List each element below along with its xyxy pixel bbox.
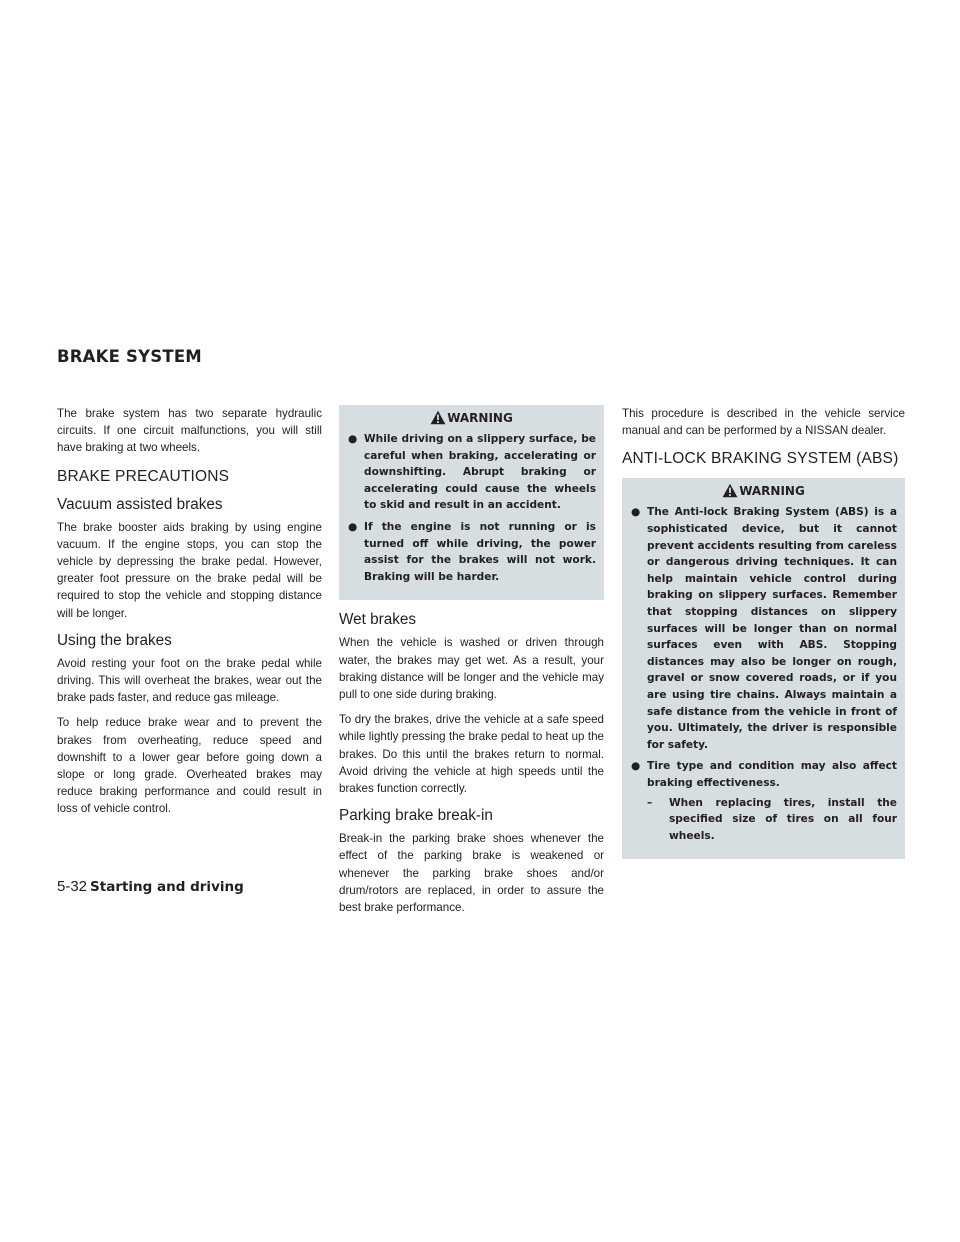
bullet-icon: ● (348, 520, 358, 533)
dash-icon: – (647, 796, 653, 809)
warning-item-text: Tire type and condition may also affect braking effectiveness. (647, 760, 897, 789)
column-1 (57, 405, 322, 826)
page-footer (57, 878, 244, 895)
heading-brake-precautions: BRAKE PRECAUTIONS (57, 467, 230, 485)
heading-using-the-brakes: Using the brakes (57, 631, 172, 649)
heading-parking-brake-break-in: Parking brake break-in (339, 807, 493, 825)
warning-title-text: WARNING (447, 411, 513, 425)
service-paragraph: This procedure is described in the vehicle service manual and can be performed by a NISSAN dealer. (622, 407, 905, 438)
warning-item-text: While driving on a slippery surface, be careful when braking, accelerating or downshifting. Abrupt braking or accelerating could cause the wheels to skid and result in an accident. (364, 433, 596, 512)
chapter-title: Starting and driving (90, 879, 244, 895)
warning-title (630, 478, 897, 504)
warning-item-text: If the engine is not running or is turned off while driving, the power assist for the brakes will not work. Braking will be harder. (364, 520, 596, 583)
parking-paragraph: Break-in the parking brake shoes whenever the effect of the parking brake is weakened or whenever the parking brake shoes and/or drum/rotors are replaced, in order to assure the best brake performance. (339, 832, 604, 914)
bullet-icon: ● (631, 506, 641, 519)
column-2 (339, 405, 604, 924)
bullet-icon: ● (348, 433, 358, 445)
wet-paragraph-2: To dry the brakes, drive the vehicle at a safe speed while lightly pressing the brake pedal to heat up the brakes. Do this until the brakes return to normal. Avoid driving the vehicle at high speeds until the brakes function correctly. (339, 713, 604, 795)
vacuum-paragraph: The brake booster aids braking by using engine vacuum. If the engine stops, you can stop the vehicle by depressing the brake pedal. However, greater foot pressure on the brake pedal will be required to stop the vehicle and stopping distance will be longer. (57, 520, 322, 620)
heading-wet-brakes: Wet brakes (339, 611, 417, 629)
page-number: 5-32 (57, 878, 88, 895)
section-header: BRAKE SYSTEM (57, 347, 202, 366)
warning-subitem (647, 795, 897, 845)
intro-paragraph: The brake system has two separate hydraulic circuits. If one circuit malfunctions, you will still have braking at two wheels. (57, 407, 322, 455)
warning-item (630, 504, 897, 753)
warning-item-text: The Anti-lock Braking System (ABS) is a sophisticated device, but it cannot prevent accidents resulting from careless or dangerous driving techniques. It can help maintain vehicle control during braking on slippery surfaces. Remember that stopping distances on slippery surfaces will be longer than on normal surfaces even with ABS. Stopping distances may also be longer on rough, gravel or snow covered roads, or if you are using tire chains. Always maintain a safe distance from the vehicle in front of you. Ultimately, the driver is responsible for safety. (647, 506, 897, 751)
warning-icon (722, 483, 738, 498)
warning-title (347, 405, 596, 431)
warning-title-text: WARNING (739, 484, 805, 499)
warning-box-abs (622, 478, 905, 859)
warning-list (347, 431, 596, 585)
column-3 (622, 405, 905, 869)
warning-icon (430, 410, 446, 425)
warning-item (630, 758, 897, 844)
heading-vacuum-assisted-brakes: Vacuum assisted brakes (57, 495, 223, 513)
using-paragraph-1: Avoid resting your foot on the brake pedal while driving. This will overheat the brakes, wear out the brake pads faster, and reduce gas mileage. (57, 656, 322, 705)
heading-abs: ANTI-LOCK BRAKING SYSTEM (ABS) (622, 450, 899, 468)
bullet-icon: ● (631, 760, 641, 773)
wet-paragraph-1: When the vehicle is washed or driven through water, the brakes may get wet. As a result, your braking distance will be longer and the vehicle may pull to one side during braking. (339, 636, 604, 701)
warning-list (630, 504, 897, 844)
warning-item (347, 519, 596, 585)
warning-item (347, 431, 596, 514)
warning-subitem-text: When replacing tires, install the specified size of tires on all four wheels. (669, 796, 897, 842)
warning-box-slippery (339, 405, 604, 600)
using-paragraph-2: To help reduce brake wear and to prevent the brakes from overheating, reduce speed and downshift to a lower gear before going down a slope or long grade. Overheated brakes may reduce braking performance and could result in loss of vehicle control. (57, 716, 322, 816)
